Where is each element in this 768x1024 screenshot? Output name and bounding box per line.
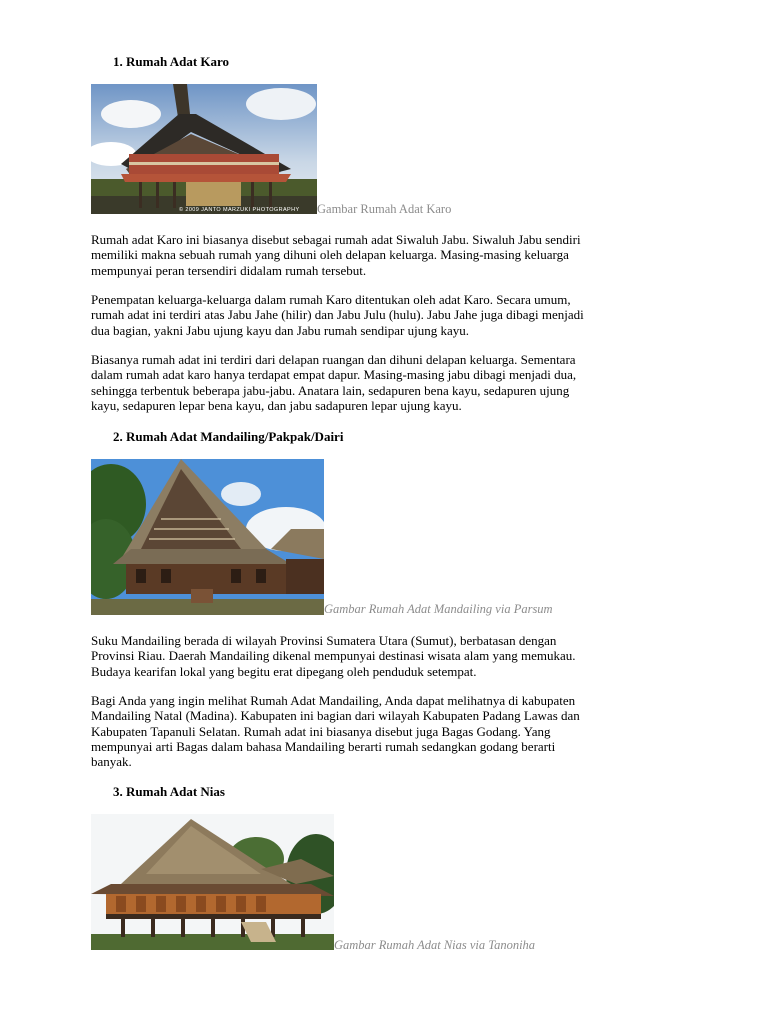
image-caption-nias: Gambar Rumah Adat Nias via Tanoniha [334, 938, 536, 952]
section-heading-mandailing: 2. Rumah Adat Mandailing/Pakpak/Dairi [113, 429, 344, 444]
text-line: Biasanya rumah adat ini terdiri dari delapan ruangan dan dihuni delapan keluarga. Sementara [91, 352, 576, 367]
house-photo-mandailing [91, 459, 324, 615]
text-line: mempunyai arti Bagas dalam bahasa Mandailing berarti rumah sedangkan godang berarti [91, 738, 556, 754]
text-line: mempunyai peran tersendiri didalam rumah tersebut. [91, 262, 367, 278]
paragraph-karo-3 [91, 352, 671, 413]
text-line: kayu, sedapuren lepar bena kayu, dan jabu sadapuren lepar ujung kayu. [91, 397, 462, 413]
paragraph-mandailing-1 [91, 633, 671, 679]
section-heading-karo: 1. Rumah Adat Karo [113, 54, 230, 69]
text-line: Kabupaten Tapanuli Selatan. Rumah adat ini biasanya disebut juga Bagas Godang. Yang [91, 723, 551, 739]
text-line: dalam rumah adat karo hanya terdapat empat dapur. Masing-masing jabu dibagi menjadi dua, [91, 367, 577, 383]
text-line: Suku Mandailing berada di wilayah Provinsi Sumatera Utara (Sumut), berbatasan dengan [91, 633, 557, 648]
paragraph-karo-2 [91, 292, 671, 338]
text-line: Rumah adat Karo ini biasanya disebut sebagai rumah adat Siwaluh Jabu. Siwaluh Jabu sendiri [91, 232, 581, 247]
text-line: Mandailing Natal (Madina). Kabupaten ini bagian dari wilayah Kabupaten Padang Lawas dan [91, 708, 580, 724]
paragraph-karo-1 [91, 232, 671, 278]
photo-watermark: © 2009 JANTO MARZUKI PHOTOGRAPHY [179, 207, 300, 213]
image-caption-mandailing: Gambar Rumah Adat Mandailing via Parsum [324, 602, 553, 616]
text-line: Bagi Anda yang ingin melihat Rumah Adat Mandailing, Anda dapat melihatnya di kabupaten [91, 693, 576, 708]
text-line: rumah adat ini terdiri atas Jabu Jahe (hilir) dan Jabu Julu (hulu). Jabu Jahe juga dibagi menjadi [91, 307, 584, 323]
text-line: memiliki makna sebuah rumah yang dihuni oleh delapan keluarga. Masing-masing keluarga [91, 247, 569, 263]
paragraph-mandailing-2 [91, 693, 671, 769]
house-photo-karo [91, 84, 317, 214]
image-caption-karo: Gambar Rumah Adat Karo [317, 202, 452, 216]
text-line: banyak. [91, 754, 132, 770]
text-line: Budaya kearifan lokal yang begitu erat dipegang oleh penduduk setempat. [91, 663, 477, 679]
section-heading-nias: 3. Rumah Adat Nias [113, 784, 225, 799]
text-line: dua bagian, yakni Jabu ujung kayu dan Jabu rumah sendipar ujung kayu. [91, 322, 469, 338]
text-line: Provinsi Riau. Daerah Mandailing dikenal mempunyai destinasi wisata alam yang memukau. [91, 648, 576, 664]
text-line: sehingga terbentuk beberapa jabu-jabu. Anatara lain, sedapuren bena kayu, sedapuren ujung [91, 382, 570, 398]
house-photo-nias [91, 814, 334, 950]
text-line: Penempatan keluarga-keluarga dalam rumah Karo ditentukan oleh adat Karo. Secara umum, [91, 292, 571, 307]
